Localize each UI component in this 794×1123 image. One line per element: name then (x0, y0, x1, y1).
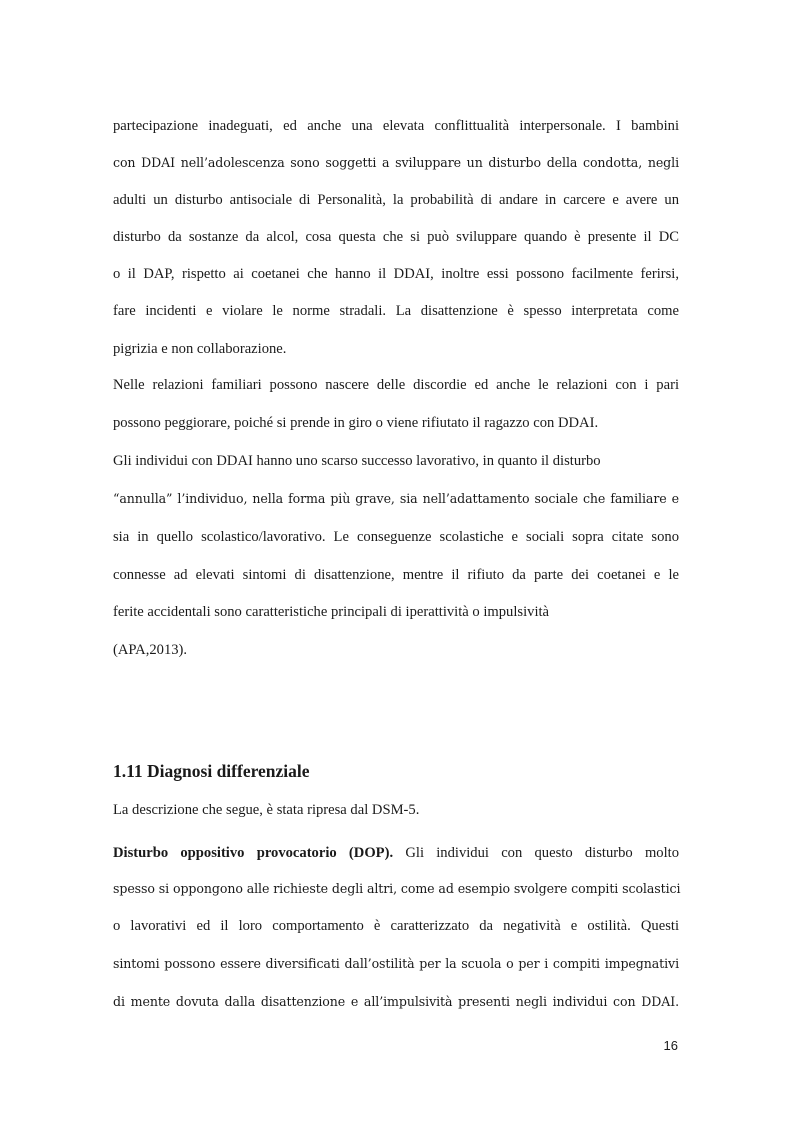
intro-line: La descrizione che segue, è stata ripresa dal DSM-5. (113, 802, 420, 818)
dop-line: spesso si oppongono alle richieste degli altri, come ad esempio svolgere compiti scolastici (113, 881, 681, 896)
body-line: o il DAP, rispetto ai coetanei che hanno il DDAI, inoltre essi possono facilmente ferirsi, (113, 266, 679, 282)
body-line: “annulla” l’individuo, nella forma più grave, sia nell’adattamento sociale che familiare e (113, 491, 679, 506)
dop-term: Disturbo oppositivo provocatorio (DOP). (113, 845, 394, 861)
body-line: disturbo da sostanze da alcol, cosa questa che si può sviluppare quando è presente il DC (113, 229, 679, 245)
body-line: possono peggiorare, poiché si prende in giro o viene rifiutato il ragazzo con DDAI. (113, 415, 599, 431)
body-line: sia in quello scolastico/lavorativo. Le conseguenze scolastiche e sociali sopra citate sono (113, 529, 679, 545)
dop-line: sintomi possono essere diversificati dall’ostilità per la scuola o per i compiti impegnativi (113, 956, 679, 971)
body-line: connesse ad elevati sintomi di disattenzione, mentre il rifiuto da parte dei coetanei e le (113, 567, 679, 583)
body-line: con DDAI nell’adolescenza sono soggetti a sviluppare un disturbo della condotta, negli (113, 155, 679, 170)
page-number: 16 (663, 1038, 678, 1053)
body-line: Gli individui con DDAI hanno uno scarso successo lavorativo, in quanto il disturbo (113, 453, 601, 469)
body-line: (APA,2013). (113, 642, 188, 658)
dop-first-line (113, 844, 679, 862)
body-line: pigrizia e non collaborazione. (113, 341, 287, 357)
body-line: ferite accidentali sono caratteristiche principali di iperattività o impulsività (113, 604, 550, 620)
body-line: partecipazione inadeguati, ed anche una elevata conflittualità interpersonale. I bambini (113, 118, 679, 134)
dop-line: o lavorativi ed il loro comportamento è caratterizzato da negatività e ostilità. Questi (113, 918, 679, 934)
body-line: adulti un disturbo antisociale di Personalità, la probabilità di andare in carcere e avere un (113, 192, 679, 208)
dop-line: di mente dovuta dalla disattenzione e all’impulsività presenti negli individui con DDAI. (113, 994, 679, 1009)
section-heading: 1.11 Diagnosi differenziale (113, 761, 310, 781)
body-line: Nelle relazioni familiari possono nascere delle discordie ed anche le relazioni con i pari (113, 377, 679, 393)
body-line: fare incidenti e violare le norme stradali. La disattenzione è spesso interpretata come (113, 303, 679, 319)
dop-first-line-rest: Gli individui con questo disturbo molto (393, 845, 679, 861)
